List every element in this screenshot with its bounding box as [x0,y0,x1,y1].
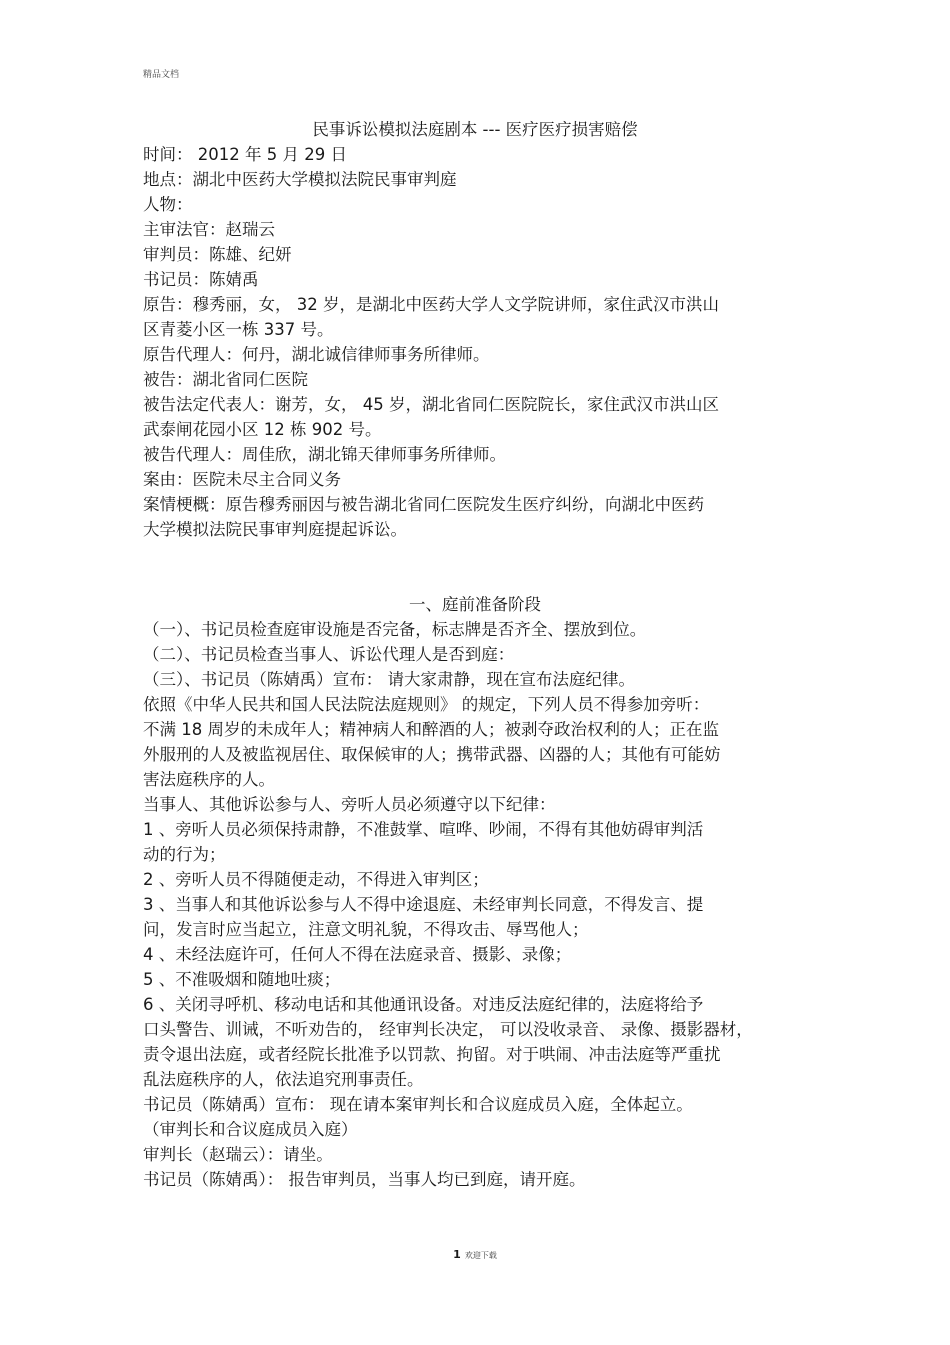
section-line: 口头警告、训诫，不听劝告的， 经审判长决定， 可以没收录音、 录像、摄影器材， [143,1020,753,1039]
section-line: 6 、关闭寻呼机、移动电话和其他通讯设备。对违反法庭纪律的，法庭将给予 [143,995,704,1014]
section-title: 一、庭前准备阶段 [409,595,541,614]
info-line: 书记员：陈婧禹 [143,270,259,289]
info-line: 区青菱小区一栋 337 号。 [143,320,334,339]
page-number: 1 [453,1248,461,1261]
section-line: 4 、未经法庭许可，任何人不得在法庭录音、摄影、录像； [143,945,572,964]
section-line: 1 、旁听人员必须保持肃静，不准鼓掌、喧哗、吵闹，不得有其他妨碍审判活 [143,820,704,839]
section-line: （审判长和合议庭成员入庭） [143,1120,358,1139]
info-line: 主审法官：赵瑞云 [143,220,275,239]
section-line: 2 、旁听人员不得随便走动，不得进入审判区； [143,870,489,889]
section-line: 当事人、其他诉讼参与人、旁听人员必须遵守以下纪律： [143,795,556,814]
section-line: 乱法庭秩序的人，依法追究刑事责任。 [143,1070,424,1089]
info-line: 案由：医院未尽主合同义务 [143,470,341,489]
section-line: （一）、书记员检查庭审设施是否完备，标志牌是否齐全、摆放到位。 [143,620,647,639]
info-line: 原告代理人：何丹，湖北诚信律师事务所律师。 [143,345,490,364]
section-line: （三）、书记员（陈婧禹）宣布： 请大家肃静，现在宣布法庭纪律。 [143,670,635,689]
section-line: 责令退出法庭，或者经院长批准予以罚款、拘留。对于哄闹、冲击法庭等严重扰 [143,1045,721,1064]
section-line: 问，发言时应当起立，注意文明礼貌，不得攻击、辱骂他人； [143,920,589,939]
info-line: 审判员：陈雄、纪妍 [143,245,292,264]
section-line: 5 、不准吸烟和随地吐痰； [143,970,341,989]
footer-text: 欢迎下载 [464,1251,497,1260]
info-line: 被告：湖北省同仁医院 [143,370,308,389]
header-note: 精品文档 [143,70,180,80]
section-line: 书记员（陈婧禹）宣布： 现在请本案审判长和合议庭成员入庭，全体起立。 [143,1095,693,1114]
info-line: 被告法定代表人：谢芳，女， 45 岁，湖北省同仁医院院长，家住武汉市洪山区 [143,395,719,414]
section-line: 依照《中华人民共和国人民法院法庭规则》 的规定，下列人员不得参加旁听： [143,695,710,714]
document-title: 民事诉讼模拟法庭剧本 --- 医疗医疗损害赔偿 [312,120,638,139]
info-line: 武泰闸花园小区 12 栋 902 号。 [143,420,382,439]
info-line: 原告：穆秀丽，女， 32 岁，是湖北中医药大学人文学院讲师，家住武汉市洪山 [143,295,719,314]
section-line: 审判长（赵瑞云）：请坐。 [143,1145,333,1164]
info-line: 案情梗概：原告穆秀丽因与被告湖北省同仁医院发生医疗纠纷，向湖北中医药 [143,495,704,514]
section-line: 害法庭秩序的人。 [143,770,275,789]
page-footer [0,1243,950,1262]
section-line: 不满 18 周岁的未成年人；精神病人和醉酒的人；被剥夺政治权利的人；正在监 [143,720,719,739]
info-line: 人物： [143,195,193,214]
info-line: 被告代理人：周佳欣，湖北锦天律师事务所律师。 [143,445,506,464]
section-line: 书记员（陈婧禹）： 报告审判员，当事人均已到庭，请开庭。 [143,1170,586,1189]
section-line: 动的行为； [143,845,226,864]
section-line: （二）、书记员检查当事人、诉讼代理人是否到庭： [143,645,515,664]
info-line: 时间： 2012 年 5 月 29 日 [143,145,347,164]
info-line: 地点：湖北中医药大学模拟法院民事审判庭 [143,170,457,189]
section-line: 3 、当事人和其他诉讼参与人不得中途退庭、未经审判长同意，不得发言、提 [143,895,704,914]
info-line: 大学模拟法院民事审判庭提起诉讼。 [143,520,407,539]
section-line: 外服刑的人及被监视居住、取保候审的人；携带武器、凶器的人；其他有可能妨 [143,745,721,764]
